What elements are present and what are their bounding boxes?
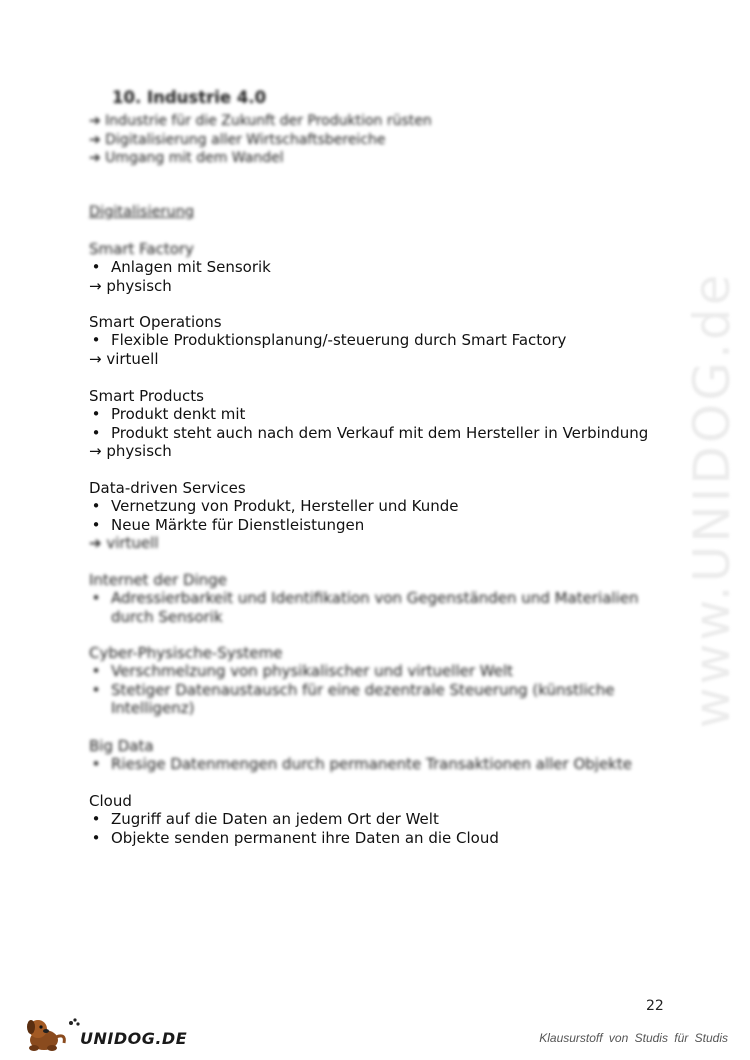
bullet-icon: •: [91, 331, 101, 350]
section-heading: Smart Operations: [89, 313, 222, 331]
section-data-driven-services: [89, 479, 669, 552]
section-smart-factory: [89, 240, 669, 295]
list-item: • Verschmelzung von physikalischer und virtueller Welt: [89, 662, 669, 680]
bullet-icon: •: [91, 680, 101, 699]
list-item: • Adressierbarkeit und Identifikation von Gegenständen und Materialien durch Sensorik: [89, 589, 669, 626]
logo-text: UNIDOG.DE: [80, 1029, 188, 1048]
section-big-data: [89, 737, 669, 774]
list-item: • Anlagen mit Sensorik: [89, 258, 669, 276]
bullet-icon: •: [91, 515, 101, 534]
list-item: • Produkt steht auch nach dem Verkauf mit dem Hersteller in Verbindung: [89, 424, 669, 442]
list-item: • Flexible Produktionsplanung/-steuerung durch Smart Factory: [89, 331, 669, 349]
watermark: www.UNIDOG.de: [683, 271, 741, 729]
unidog-logo: [22, 1013, 188, 1053]
list-item: • Riesige Datenmengen durch permanente Transaktionen aller Objekte: [89, 755, 669, 773]
intro-list: [89, 112, 432, 168]
section-heading: Smart Products: [89, 387, 204, 405]
section-smart-operations: [89, 313, 669, 368]
section-heading: Cyber-Physische-Systeme: [89, 644, 283, 662]
result-line: ➔ virtuell: [89, 533, 159, 552]
bullet-icon: •: [91, 258, 101, 277]
bullet-icon: •: [91, 828, 101, 847]
section-heading: Data-driven Services: [89, 479, 246, 497]
list-item: • Neue Märkte für Dienstleistungen: [89, 516, 669, 534]
list-item: • Stetiger Datenaustausch für eine dezentrale Steuerung (künstliche Intelligenz): [89, 681, 669, 718]
result-line: → physisch: [89, 441, 172, 460]
list-item: • Zugriff auf die Daten an jedem Ort der Welt: [89, 810, 669, 828]
section-title: Digitalisierung: [89, 204, 195, 220]
page-number: 22: [646, 998, 664, 1014]
result-line: → virtuell: [89, 349, 159, 368]
section-internet-der-dinge: [89, 571, 669, 626]
bullet-icon: •: [91, 497, 101, 516]
section-heading: Internet der Dinge: [89, 571, 227, 589]
list-item: • Produkt denkt mit: [89, 405, 669, 423]
section-cloud: [89, 792, 669, 847]
list-item: • Objekte senden permanent ihre Daten an die Cloud: [89, 829, 669, 847]
section-heading: Cloud: [89, 792, 132, 810]
section-heading: Big Data: [89, 737, 154, 755]
dog-icon: [22, 1013, 82, 1053]
bullet-icon: •: [91, 589, 101, 608]
section-cyber-physische-systeme: [89, 644, 669, 717]
intro-line: ➔ Industrie für die Zukunft der Produktion rüsten: [89, 113, 432, 129]
chapter-heading: 10. Industrie 4.0: [112, 88, 267, 107]
bullet-icon: •: [91, 405, 101, 424]
intro-line: ➔ Umgang mit dem Wandel: [89, 150, 284, 166]
footer-tagline: Klausurstoff von Studis für Studis: [539, 1031, 728, 1045]
section-heading: Smart Factory: [89, 240, 194, 258]
list-item: • Vernetzung von Produkt, Hersteller und Kunde: [89, 497, 669, 515]
intro-line: ➔ Digitalisierung aller Wirtschaftsbereiche: [89, 131, 386, 148]
bullet-icon: •: [91, 755, 101, 774]
result-line: → physisch: [89, 276, 172, 295]
bullet-icon: •: [91, 810, 101, 829]
section-smart-products: [89, 387, 669, 460]
bullet-icon: •: [91, 423, 101, 442]
bullet-icon: •: [91, 662, 101, 681]
